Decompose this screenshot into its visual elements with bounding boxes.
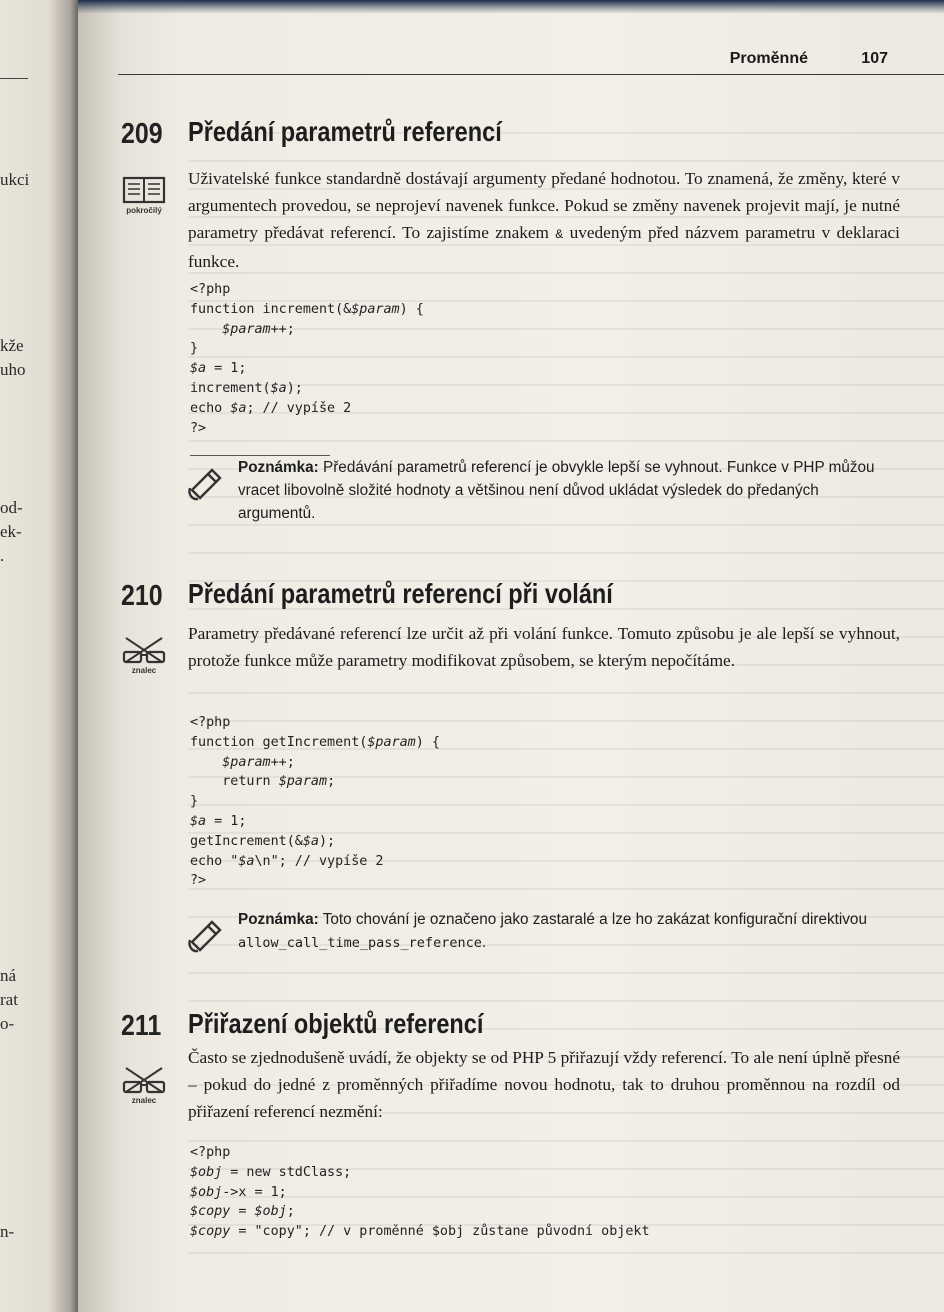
code-token: ++; [270, 754, 295, 770]
note-label: Poznámka: [238, 911, 319, 928]
section-title: Předání parametrů referencí [188, 116, 502, 147]
code-line [190, 794, 198, 809]
note-text: Toto chování je označeno jako zastaralé a lze ho zakázat konfigurační direktivou [318, 911, 867, 928]
code-line [190, 361, 246, 376]
code-variable: $copy [190, 1224, 231, 1240]
note-icon [186, 466, 222, 502]
code-line [190, 1145, 230, 1160]
code-line [190, 854, 384, 869]
code-block [190, 280, 424, 438]
code-token: } [190, 794, 199, 810]
code-variable: $a [190, 813, 207, 829]
note-label: Poznámka: [238, 459, 319, 476]
code-token: ; // vypíše 2 [246, 400, 352, 416]
code-token: = new stdClass; [222, 1164, 352, 1180]
body-text: Uživatelské funkce standardně dostávají argumenty předané hodnotou. To znamená, že změny, které v argumentech provedou, se neprojeví navenek funkce. Pokud se změny navenek projevit mají, je nutné parametry předávat referencí. To zajistíme znakem [188, 169, 900, 242]
section-number: 210 [121, 580, 163, 612]
code-token [190, 755, 222, 770]
code-line [190, 735, 440, 750]
code-variable: $a [302, 833, 319, 849]
code-line [190, 715, 230, 730]
code-variable: $param [222, 321, 271, 337]
code-token: echo " [190, 853, 239, 869]
book-icon [120, 176, 168, 206]
code-variable: $param [278, 774, 328, 790]
section-body [188, 165, 900, 275]
code-token: ->x = 1; [222, 1184, 287, 1200]
code-variable: $param [351, 301, 400, 317]
code-token: echo [190, 400, 231, 416]
left-text-fragment: uho [0, 360, 26, 379]
code-token: <?php [190, 282, 231, 297]
code-token: ); [286, 380, 303, 396]
code-line [190, 322, 295, 337]
code-variable: $obj [190, 1164, 223, 1180]
code-variable: $obj [254, 1204, 287, 1220]
code-token: function getIncrement( [190, 734, 368, 750]
code-line [190, 814, 246, 829]
previous-page-edge [0, 0, 80, 1312]
code-token [190, 322, 222, 337]
code-line [190, 401, 351, 416]
code-token: ; [286, 1204, 295, 1220]
code-token: function increment(& [190, 301, 352, 317]
left-text-fragment: ukci [0, 170, 30, 189]
code-variable: $a [238, 853, 255, 869]
note-text: . [481, 934, 487, 951]
section-body: Parametry předávané referencí lze určit až při volání funkce. Tomuto způsobu je ale lepší se vyhnout, protože funkce může parametry modifikovat způsobem, se kterým nepočítáme. [188, 624, 900, 670]
code-token: = 1; [206, 813, 247, 829]
note [238, 908, 898, 955]
code-line [190, 282, 230, 297]
page-number: 107 [861, 50, 888, 67]
code-token: <?php [190, 1145, 231, 1160]
code-token: ++; [270, 321, 295, 337]
left-text-fragment: o- [0, 1014, 15, 1033]
code-variable: $a [230, 400, 247, 416]
glasses-icon [120, 1066, 168, 1096]
code-token: ?> [190, 420, 207, 436]
code-token: return [190, 774, 279, 790]
code-variable: $a [190, 361, 207, 377]
code-variable: $a [270, 380, 287, 396]
level-label: znalec [131, 1096, 157, 1105]
code-variable: $copy [190, 1204, 231, 1220]
left-text-fragment: kže [0, 336, 24, 355]
level-label: znalec [131, 666, 157, 675]
left-text-fragment: od- [0, 498, 23, 517]
section-body: Často se zjednodušeně uvádí, že objekty se od PHP 5 přiřazují vždy referencí. To ale není úplně přesné – pokud do jedné z proměnných přiřadíme novou hodnotu, tak to druhou proměnnou na rozdíl od přiřazení referencí nezmění: [188, 1048, 900, 1121]
note-text: Předávání parametrů referencí je obvykle lepší se vyhnout. Funkce v PHP můžou vracet libovolně složité hodnoty a většinou není důvod ukládat výsledek do předaných argumentů. [238, 459, 875, 522]
left-text-fragment: ek- [0, 522, 22, 541]
level-label: pokročilý [126, 206, 162, 215]
inline-code: allow_call_time_pass_reference [238, 935, 482, 951]
code-line [190, 1165, 351, 1180]
code-block [190, 1143, 650, 1242]
left-text-fragment: n- [0, 1222, 15, 1241]
left-text-fragment: . [0, 546, 5, 565]
code-line [190, 1204, 295, 1219]
code-line [190, 1224, 650, 1239]
code-variable: $param [222, 754, 271, 770]
code-line [190, 302, 424, 317]
left-text-fragment: ná [0, 966, 17, 985]
code-line [190, 834, 335, 849]
code-line [190, 873, 206, 888]
code-token: } [190, 341, 199, 357]
code-token: ; [327, 774, 336, 790]
left-text-fragment: rat [0, 990, 18, 1009]
chapter-title: Proměnné [729, 50, 808, 67]
running-header [118, 48, 944, 75]
code-token: = "copy"; // v proměnné $obj zůstane původní objekt [230, 1224, 650, 1240]
page-top-shadow [78, 0, 944, 14]
code-line [190, 774, 335, 789]
code-variable: $obj [190, 1184, 223, 1200]
section-number: 209 [121, 118, 163, 150]
level-badge [120, 636, 168, 675]
code-line [190, 755, 295, 770]
note-icon [186, 918, 222, 954]
code-token: increment( [190, 380, 271, 396]
code-line [190, 1185, 287, 1200]
code-variable: $param [367, 734, 416, 750]
code-token: ) { [415, 734, 440, 750]
code-token: getIncrement(& [190, 833, 303, 849]
code-line [190, 341, 198, 356]
code-line [190, 381, 303, 396]
inline-code: & [555, 227, 564, 242]
glasses-icon [120, 636, 168, 666]
code-token: <?php [190, 715, 231, 730]
level-badge [120, 1066, 168, 1105]
section-title: Předání parametrů referencí při volání [188, 578, 613, 609]
section-number: 211 [121, 1010, 162, 1042]
book-page [78, 0, 944, 1312]
code-token: = [230, 1204, 255, 1220]
code-token: = 1; [206, 361, 247, 377]
section-title: Přiřazení objektů referencí [188, 1008, 484, 1039]
code-token: ?> [190, 873, 207, 889]
code-line [190, 421, 206, 436]
code-token: \n"; // vypíše 2 [254, 853, 384, 869]
body-text: uvedeným před názvem parametru v deklaraci funkce. [188, 223, 900, 271]
code-token: ); [319, 833, 336, 849]
divider [0, 78, 28, 79]
code-token: ) { [399, 301, 424, 317]
note [238, 456, 898, 525]
level-badge [120, 176, 168, 215]
code-block [190, 713, 440, 891]
